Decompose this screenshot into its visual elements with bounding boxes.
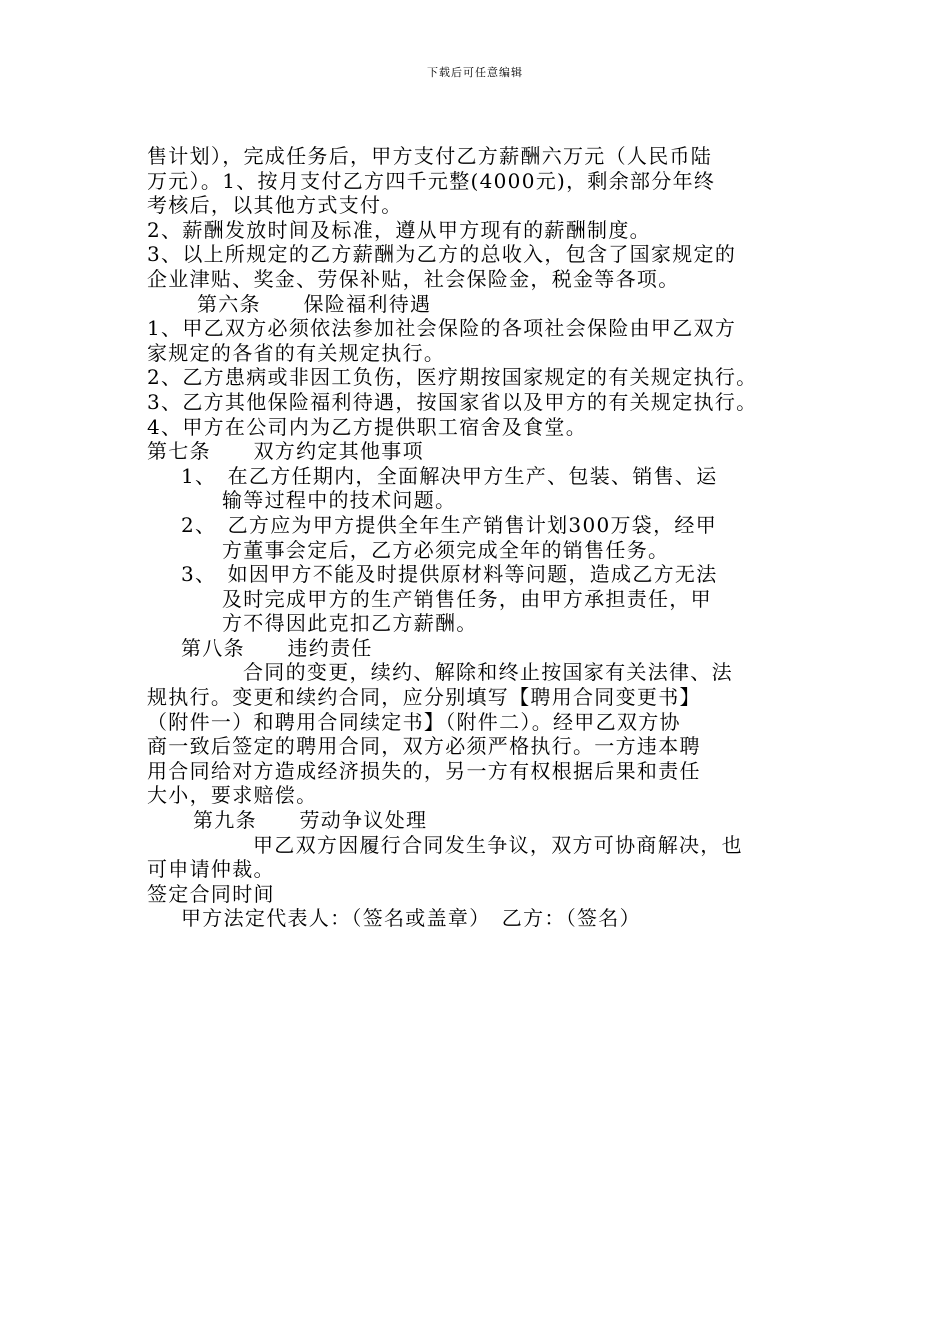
document-line (147, 710, 807, 735)
document-line (147, 292, 807, 317)
document-line (147, 218, 807, 243)
document-line-text: 签定合同时间 (147, 881, 275, 906)
document-line-text: 第九条 劳动争议处理 (193, 808, 428, 833)
document-line (147, 316, 807, 341)
document-line-text: 方董事会定后，乙方必须完成全年的销售任务。 (222, 537, 670, 562)
document-line-text: 第六条 保险福利待遇 (197, 291, 432, 316)
document-line (147, 783, 807, 808)
document-line (147, 734, 807, 759)
document-line (147, 660, 807, 685)
document-line (147, 808, 807, 833)
document-line-text: 规执行。变更和续约合同，应分别填写【聘用合同变更书】 (147, 685, 701, 710)
document-line (147, 169, 807, 194)
document-line-text: 4、甲方在公司内为乙方提供职工宿舍及食堂。 (147, 414, 588, 439)
document-line-text: 2、乙方患病或非因工负伤，医疗期按国家规定的有关规定执行。 (147, 365, 758, 390)
document-line-text: 可申请仲裁。 (147, 857, 275, 882)
document-line (147, 587, 807, 612)
document-line-text: 售计划），完成任务后，甲方支付乙方薪酬六万元（人民币陆 (147, 144, 713, 168)
document-line-text: 1、 在乙方任期内，全面解决甲方生产、包装、销售、运 (181, 463, 718, 488)
document-line-text: 商一致后签定的聘用合同，双方必须严格执行。一方违本聘 (147, 734, 701, 759)
document-line-text: 输等过程中的技术问题。 (222, 488, 457, 513)
document-line-text: 用合同给对方造成经济损失的，另一方有权根据后果和责任 (147, 758, 701, 783)
document-line (147, 685, 807, 710)
document-line (147, 538, 807, 563)
document-body (147, 144, 807, 931)
document-line (147, 636, 807, 661)
document-line-text: 第八条 违约责任 (181, 635, 373, 660)
document-line-text: 2、 乙方应为甲方提供全年生产销售计划300万袋，经甲 (181, 512, 717, 537)
document-line-text: 2、薪酬发放时间及标准，遵从甲方现有的薪酬制度。 (147, 217, 651, 242)
document-line (147, 267, 807, 292)
document-line (147, 193, 807, 218)
document-line (147, 365, 807, 390)
document-line-text: 万元）。1、按月支付乙方四千元整(4000元)，剩余部分年终 (147, 168, 716, 193)
document-line-text: 企业津贴、奖金、劳保补贴，社会保险金，税金等各项。 (147, 266, 680, 291)
document-line (147, 242, 807, 267)
document-line (147, 833, 807, 858)
document-line (147, 464, 807, 489)
document-line-text: 家规定的各省的有关规定执行。 (147, 340, 446, 365)
document-line (147, 906, 807, 931)
document-line-text: 方不得因此克扣乙方薪酬。 (222, 611, 478, 636)
document-line-text: 3、 如因甲方不能及时提供原材料等问题，造成乙方无法 (181, 562, 718, 587)
document-line (147, 144, 807, 169)
document-line-text: 及时完成甲方的生产销售任务，由甲方承担责任，甲 (222, 586, 712, 611)
document-line-text: 3、以上所规定的乙方薪酬为乙方的总收入，包含了国家规定的 (147, 242, 737, 267)
document-line-text: 3、乙方其他保险福利待遇，按国家省以及甲方的有关规定执行。 (147, 389, 758, 414)
document-line (147, 513, 807, 538)
document-line-text: 第七条 双方约定其他事项 (147, 439, 424, 464)
document-line-text: （附件一）和聘用合同续定书】（附件二）。经甲乙双方协 (147, 709, 681, 734)
document-line (147, 415, 807, 440)
document-line (147, 562, 807, 587)
document-line-text: 大小，要求赔偿。 (147, 783, 318, 808)
document-line (147, 611, 807, 636)
document-line (147, 488, 807, 513)
document-line (147, 857, 807, 882)
document-line (147, 882, 807, 907)
document-line-text: 1、甲乙双方必须依法参加社会保险的各项社会保险由甲乙双方 (147, 316, 737, 341)
document-line (147, 759, 807, 784)
document-line-text: 合同的变更，续约、解除和终止按国家有关法律、法 (243, 660, 733, 685)
document-line (147, 341, 807, 366)
document-line-text: 甲乙双方因履行合同发生争议，双方可协商解决，也 (253, 832, 743, 857)
document-line-text: 甲方法定代表人：（签名或盖章） 乙方：（签名） (181, 906, 641, 931)
document-line-text: 考核后，以其他方式支付。 (147, 193, 403, 218)
document-line (147, 390, 807, 415)
header-note: 下载后可任意编辑 (427, 66, 523, 79)
document-line (147, 439, 807, 464)
